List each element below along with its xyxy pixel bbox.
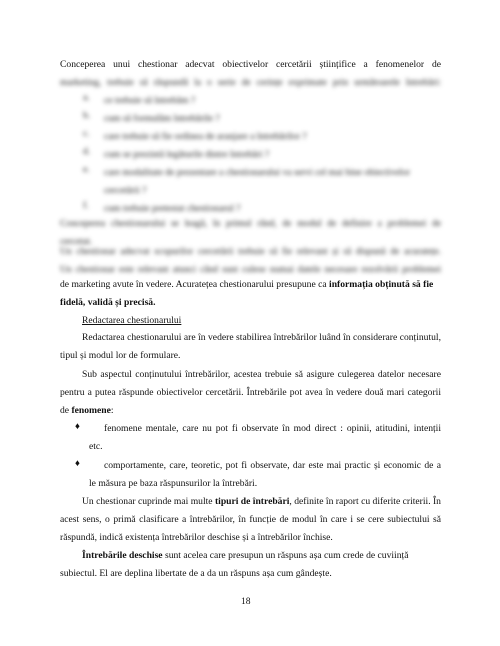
bullet-line: le măsura pe baza răspunsurilor la întrebări. xyxy=(89,478,258,489)
text-run: : xyxy=(110,405,114,416)
paragraph-line: Conceperea chestionarului se leagă, în primul rând, de modul de definire a problemei de xyxy=(60,218,441,229)
diamond-bullet-icon: ♦ xyxy=(75,458,80,469)
bullet-line: fenomene mentale, care nu pot fi observate în mod direct : opinii, atitudini, intenții xyxy=(104,423,441,434)
question-text: cum se prezintă legăturile dintre întrebări ? xyxy=(104,149,270,160)
paragraph-line xyxy=(60,276,450,294)
paragraph-line: tipul și modul lor de formulare. xyxy=(60,350,181,361)
paragraph-line: Un chestionar adecvat scopurilor cercetării trebuie să fie relevant și să dispună de acuratețe. xyxy=(60,246,441,257)
text-run: , definite în raport cu diferite criterii. În xyxy=(289,496,441,507)
question-label: a. xyxy=(83,92,90,103)
bold-run: informația obținută să fie xyxy=(329,279,434,290)
paragraph-line: subiectul. El are deplina libertate de a da un răspuns așa cum gândește. xyxy=(60,568,332,579)
page-number: 18 xyxy=(241,596,251,607)
question-label: d. xyxy=(83,146,91,157)
bullet-line: comportamente, care, teoretic, pot fi observate, dar este mai practic și economic de a xyxy=(104,460,441,471)
text-run: de xyxy=(60,405,72,416)
section-heading: Redactarea chestionarului xyxy=(82,315,182,326)
bold-line: fidelă, validă și precisă. xyxy=(60,297,156,308)
question-label: e. xyxy=(83,164,90,175)
question-label: b. xyxy=(83,110,91,121)
text-run: sunt acelea care presupun un răspuns așa cum crede de cuviință xyxy=(162,550,409,561)
diamond-bullet-icon: ♦ xyxy=(75,421,80,432)
text-run: Un chestionar cuprinde mai multe xyxy=(82,496,215,507)
intro-continuation: marketing, trebuie să răspundă la o serie de cerințe exprimate prin următoarele întrebări: xyxy=(60,77,441,88)
bold-run: fenomene xyxy=(71,405,111,416)
question-label: f. xyxy=(83,200,89,211)
paragraph-line: Sub aspectul conținutului întrebărilor, acestea trebuie să asigure culegerea datelor necesare xyxy=(82,369,441,380)
paragraph-line xyxy=(82,547,442,565)
intro-line: Conceperea unui chestionar adecvat obiectivelor cercetării științifice a fenomenelor de xyxy=(60,59,441,70)
bold-run: tipuri de întrebări xyxy=(214,496,290,507)
paragraph-line: acest sens, o primă clasificare a întrebărilor, în funcție de modul în care i se cere subiectului să xyxy=(60,514,441,525)
question-text: ce trebuie să întrebăm ? xyxy=(104,95,196,106)
paragraph-line: Un chestionar este relevant atunci când sunt culese numai datele necesare rezolvării problemei xyxy=(60,264,441,275)
paragraph-line xyxy=(82,493,442,511)
paragraph-line: răspundă, indică existența întrebărilor deschise și a întrebărilor închise. xyxy=(60,532,333,543)
question-label: c. xyxy=(83,128,90,139)
paragraph-line: cercetat. xyxy=(60,236,93,247)
question-text: cercetării ? xyxy=(104,185,147,196)
bullet-line: etc. xyxy=(89,441,103,452)
question-text: care trebuie să fie ordinea de aranjare a întrebărilor ? xyxy=(104,131,307,142)
question-text: cum să formulăm întrebările ? xyxy=(104,113,220,124)
bold-run: Întrebările deschise xyxy=(82,550,163,561)
text-run: de marketing avute în vedere. Acuratețea chestionarului presupune ca xyxy=(60,279,330,290)
paragraph-line xyxy=(60,402,114,420)
question-text: care modalitate de prezentare a chestionarului va servi cel mai bine obiectivelor xyxy=(104,167,411,178)
paragraph-line: pentru a putea răspunde obiectivelor cercetării. Întrebările pot avea în vedere două mari categorii xyxy=(60,387,441,398)
question-text: cum trebuie pretestat chestionarul ? xyxy=(104,203,241,214)
paragraph-line: Redactarea chestionarului are în vedere stabilirea întrebărilor luând în considerare conținutul, xyxy=(82,332,441,343)
